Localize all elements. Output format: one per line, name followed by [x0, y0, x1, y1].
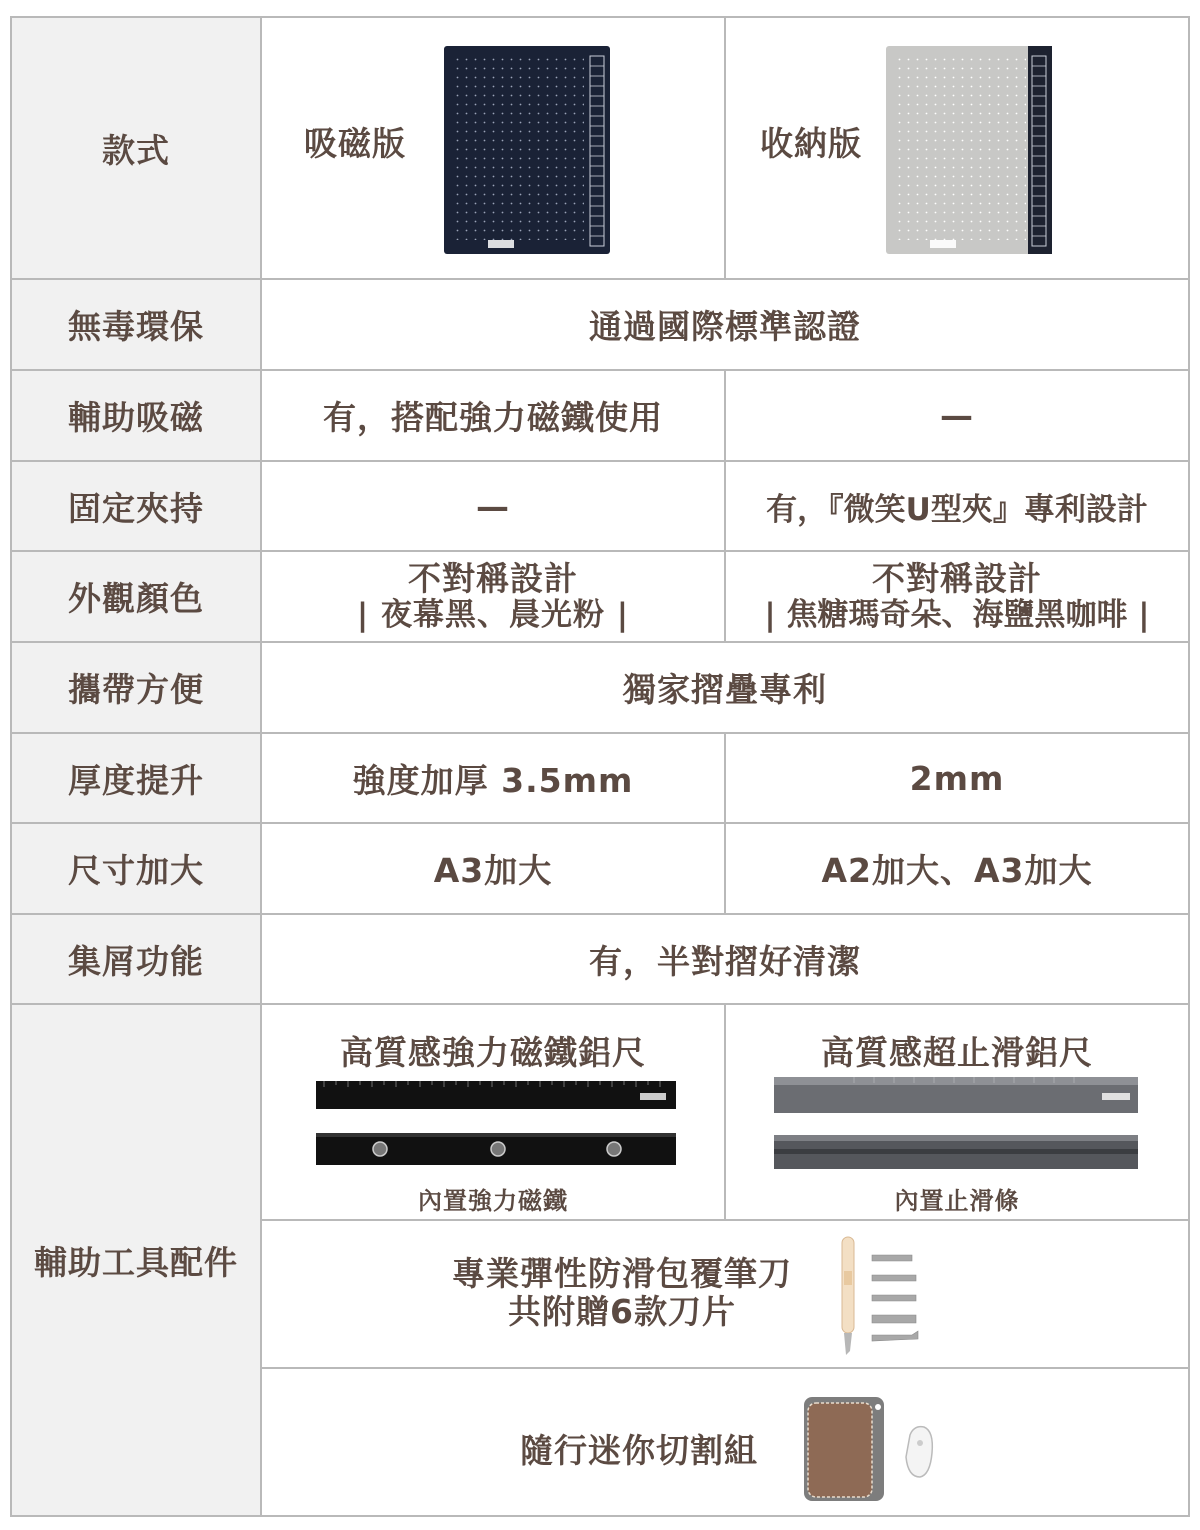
style-magnetic-label: 吸磁版: [304, 124, 406, 163]
row-label-style: [10, 16, 262, 280]
craft-knife-image: [832, 1231, 932, 1359]
knife-line2: 共附贈6款刀片: [508, 1291, 736, 1331]
row-label-text: 攜帶方便: [68, 670, 204, 709]
row-label-text: 輔助工具配件: [34, 1242, 238, 1282]
storage-mat-image: [886, 46, 1052, 254]
dust-value: 有，半對摺好清潔: [260, 913, 1190, 1005]
thickness-right: 2mm: [724, 732, 1190, 824]
clamp-left: —: [260, 460, 726, 552]
assist-mag-right: —: [724, 369, 1190, 462]
color-right: [724, 550, 1190, 643]
color-left-line1: 不對稱設計: [408, 558, 578, 598]
mini-set-cell: [260, 1367, 1190, 1517]
row-label-color: [10, 550, 262, 643]
row-label-clamp: [10, 460, 262, 552]
row-label-text: 款式: [102, 130, 170, 170]
row-label-dust: [10, 913, 262, 1005]
ruler-left-cell: [260, 1003, 726, 1221]
row-label-text: 尺寸加大: [68, 851, 204, 890]
clamp-right: 有，『微笑U型夾』專利設計: [724, 460, 1190, 552]
mini-set-label: 隨行迷你切割組: [520, 1431, 758, 1470]
magnetic-ruler-image: [316, 1081, 676, 1173]
row-label-text: 無毒環保: [68, 307, 204, 346]
assist-mag-left: 有，搭配強力磁鐵使用: [260, 369, 726, 462]
row-label-text: 輔助吸磁: [68, 398, 204, 437]
row-label-portable: [10, 641, 262, 734]
row-label-eco: [10, 278, 262, 371]
color-right-line1: 不對稱設計: [872, 558, 1042, 598]
antislip-ruler-image: [774, 1077, 1138, 1171]
ruler-left-caption: 內置強力磁鐵: [418, 1187, 568, 1215]
portable-value: 獨家摺疊專利: [260, 641, 1190, 734]
ruler-right-title: 高質感超止滑鋁尺: [821, 1033, 1093, 1072]
style-storage-label: 收納版: [760, 124, 862, 163]
magnetic-mat-image: [444, 46, 610, 254]
row-label-text: 厚度提升: [68, 760, 204, 800]
ruler-right-caption: 內置止滑條: [894, 1187, 1020, 1215]
eco-value: 通過國際標準認證: [260, 278, 1190, 371]
ruler-right-cell: [724, 1003, 1190, 1221]
size-right: A2加大、A3加大: [724, 822, 1190, 915]
style-magnetic-cell: [260, 16, 726, 280]
row-label-accessories: [10, 1003, 262, 1517]
style-storage-cell: [724, 16, 1190, 280]
knife-text: [452, 1255, 792, 1331]
row-label-text: 集屑功能: [68, 941, 204, 981]
color-right-line2: | 焦糖瑪奇朵、海鹽黑咖啡 |: [764, 596, 1150, 633]
row-label-thickness: [10, 732, 262, 824]
knife-cell: [260, 1219, 1190, 1369]
thickness-left: 強度加厚 3.5mm: [260, 732, 726, 824]
knife-line1: 專業彈性防滑包覆筆刀: [452, 1254, 792, 1293]
row-label-text: 外觀顏色: [68, 579, 204, 618]
color-left-line2: | 夜幕黑、晨光粉 |: [356, 596, 630, 633]
mini-cutting-set-image: [802, 1395, 942, 1505]
color-left: [260, 550, 726, 643]
row-label-text: 固定夾持: [68, 488, 204, 528]
size-left: A3加大: [260, 822, 726, 915]
row-label-assist-mag: [10, 369, 262, 462]
ruler-left-title: 高質感強力磁鐵鋁尺: [340, 1033, 646, 1072]
row-label-size: [10, 822, 262, 915]
